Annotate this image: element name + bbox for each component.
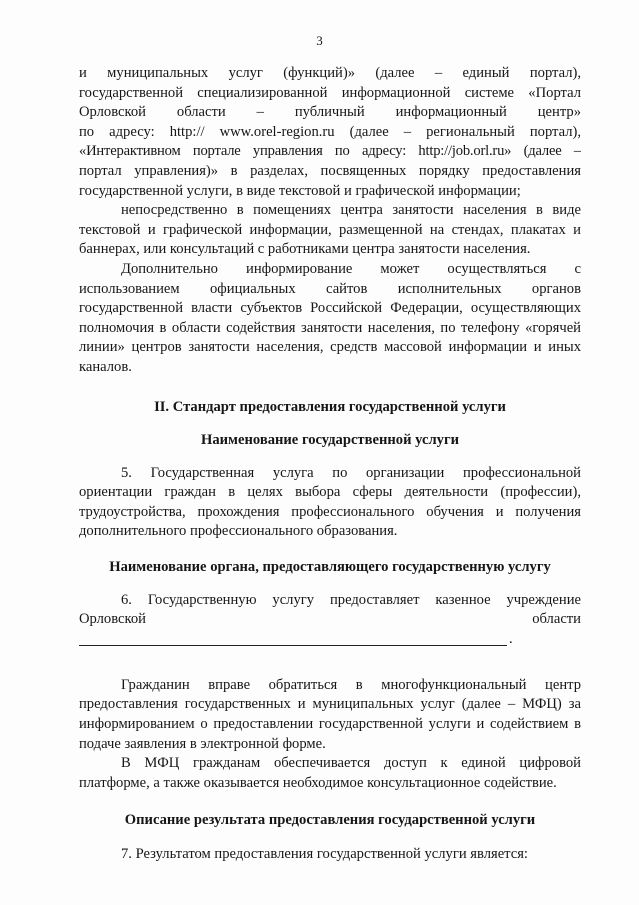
blank-field-line: [79, 630, 581, 650]
text-line-justified: по адресу: http:// www.orel-region.ru (далее – региональный портал),: [79, 123, 581, 140]
text-line: [79, 142, 581, 162]
text-line-justified: «Интерактивном портале управления по адресу: http://job.orl.ru» (далее –: [79, 143, 581, 160]
heading-service-organ: Наименование органа, предоставляющего государственную услугу: [109, 559, 551, 576]
region-left: Орловской: [79, 611, 146, 628]
paragraph-premises: непосредственно в помещениях центра занятости населения в виде текстовой и графической информации, размещенной на стендах, плакатах и баннерах, или консультаций с работниками центра занятости населения.: [79, 202, 581, 258]
paragraph-mfc-platform: В МФЦ гражданам обеспечивается доступ к единой цифровой платформе, а также оказывается необходимое консультационное содействие.: [79, 755, 581, 791]
paragraph-7: 7. Результатом предоставления государственной услуги является:: [121, 846, 528, 862]
paragraph-6-line: 6. Государственную услугу предоставляет казенное учреждение: [121, 591, 581, 608]
heading-result: Описание результата предоставления государственной услуги: [124, 812, 536, 829]
paragraph-additional-info: Дополнительно информирование может осуществляться с использованием официальных сайтов исполнительных органов государственной власти субъектов Российской Федерации, осуществляющих полномочия в области содействия занятости населения, по телефону «горячей линии» центров занятости населения, средств массовой информации и иных каналов.: [79, 260, 581, 375]
section-title: II. Стандарт предоставления государственной услуги: [154, 398, 506, 415]
region-right: области: [532, 611, 581, 628]
text-line-justified: Орловской области – публичный информационный центр»: [79, 104, 581, 121]
text-line-justified: и муниципальных услуг (функций)» (далее – единый портал),: [79, 65, 581, 81]
text-line: [79, 103, 581, 123]
text-line: государственной услуги, в виде текстовой и графической информации;: [79, 182, 521, 199]
text-line-justified: портал управления)» в разделах, посвященных порядку предоставления: [79, 162, 581, 179]
text-line: [79, 182, 581, 202]
document-body: [79, 64, 581, 865]
page-number: 3: [316, 33, 323, 48]
period: .: [509, 631, 513, 648]
paragraph-6: [79, 591, 581, 650]
paragraph-5: 5. Государственная услуга по организации профессиональной ориентации граждан в целях выбора сферы деятельности (профессии), трудоустройства, прохождения профессионального обучения и получения дополнительного профессионального образования.: [79, 464, 581, 540]
text-line: [79, 64, 581, 84]
paragraph-6-line-2: [79, 610, 581, 630]
text-line: [79, 84, 581, 104]
text-line-justified: государственной специализированной информационной системе «Портал: [79, 84, 581, 101]
text-line: [79, 162, 581, 182]
text-line: [79, 123, 581, 143]
heading-service-name: Наименование государственной услуги: [201, 432, 459, 449]
underline-blank: [79, 644, 507, 646]
paragraph-portals: [79, 64, 581, 201]
paragraph-mfc: Гражданин вправе обратиться в многофункциональный центр предоставления государственных и муниципальных услуг (далее – МФЦ) за информированием о предоставлении государственной услуги и содействием в подаче заявления в электронной форме.: [79, 676, 581, 752]
